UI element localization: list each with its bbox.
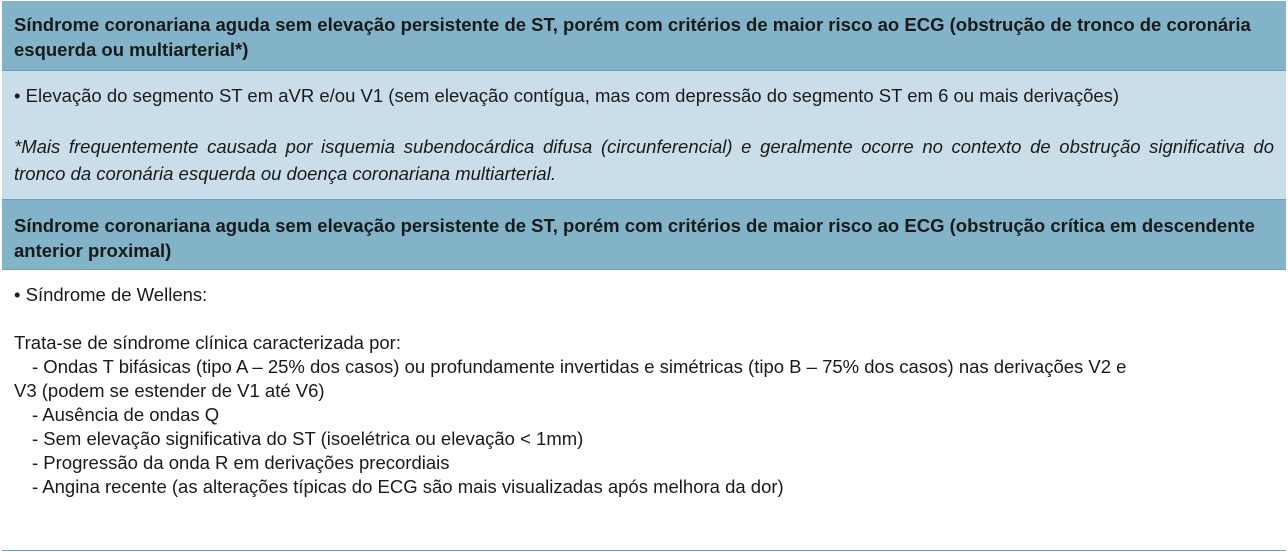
list-item: - Sem elevação significativa do ST (isoelétrica ou elevação < 1mm) [32,428,584,449]
section-2-body [2,270,1286,551]
section-1-bullet: • Elevação do segmento ST em aVR e/ou V1 (sem elevação contígua, mas com depressão do segmento ST em 6 ou mais derivações) [14,85,1120,106]
list-item: - Progressão da onda R em derivações precordiais [32,452,450,473]
list-item-continuation: V3 (podem se estender de V1 até V6) [14,380,325,401]
section-2-header [2,200,1286,270]
criteria-table [2,0,1286,550]
section-2-header-text: Síndrome coronariana aguda sem elevação persistente de ST, porém com critérios de maior risco ao ECG (obstrução crítica em descendente anterior proximal) [14,215,1255,261]
section-2-intro: Trata-se de síndrome clínica caracterizada por: [14,332,401,353]
list-item: - Angina recente (as alterações típicas do ECG são mais visualizadas após melhora da dor) [32,476,784,497]
section-1-header [2,1,1286,71]
list-item: - Ausência de ondas Q [32,404,220,425]
section-1-footnote: *Mais frequentemente causada por isquemia subendocárdica difusa (circunferencial) e geralmente ocorre no contexto de obstrução significativa do tronco da coronária esquerda ou doença coronariana multiarterial. [14,136,1274,184]
list-item: - Ondas T bifásicas (tipo A – 25% dos casos) ou profundamente invertidas e simétricas (tipo B – 75% dos casos) nas derivações V2 e [32,356,1127,377]
section-1-body [2,71,1286,200]
section-1-header-text: Síndrome coronariana aguda sem elevação persistente de ST, porém com critérios de maior risco ao ECG (obstrução de tronco de coronária esquerda ou multiarterial*) [14,14,1251,60]
section-2-bullet: • Síndrome de Wellens: [14,284,208,305]
